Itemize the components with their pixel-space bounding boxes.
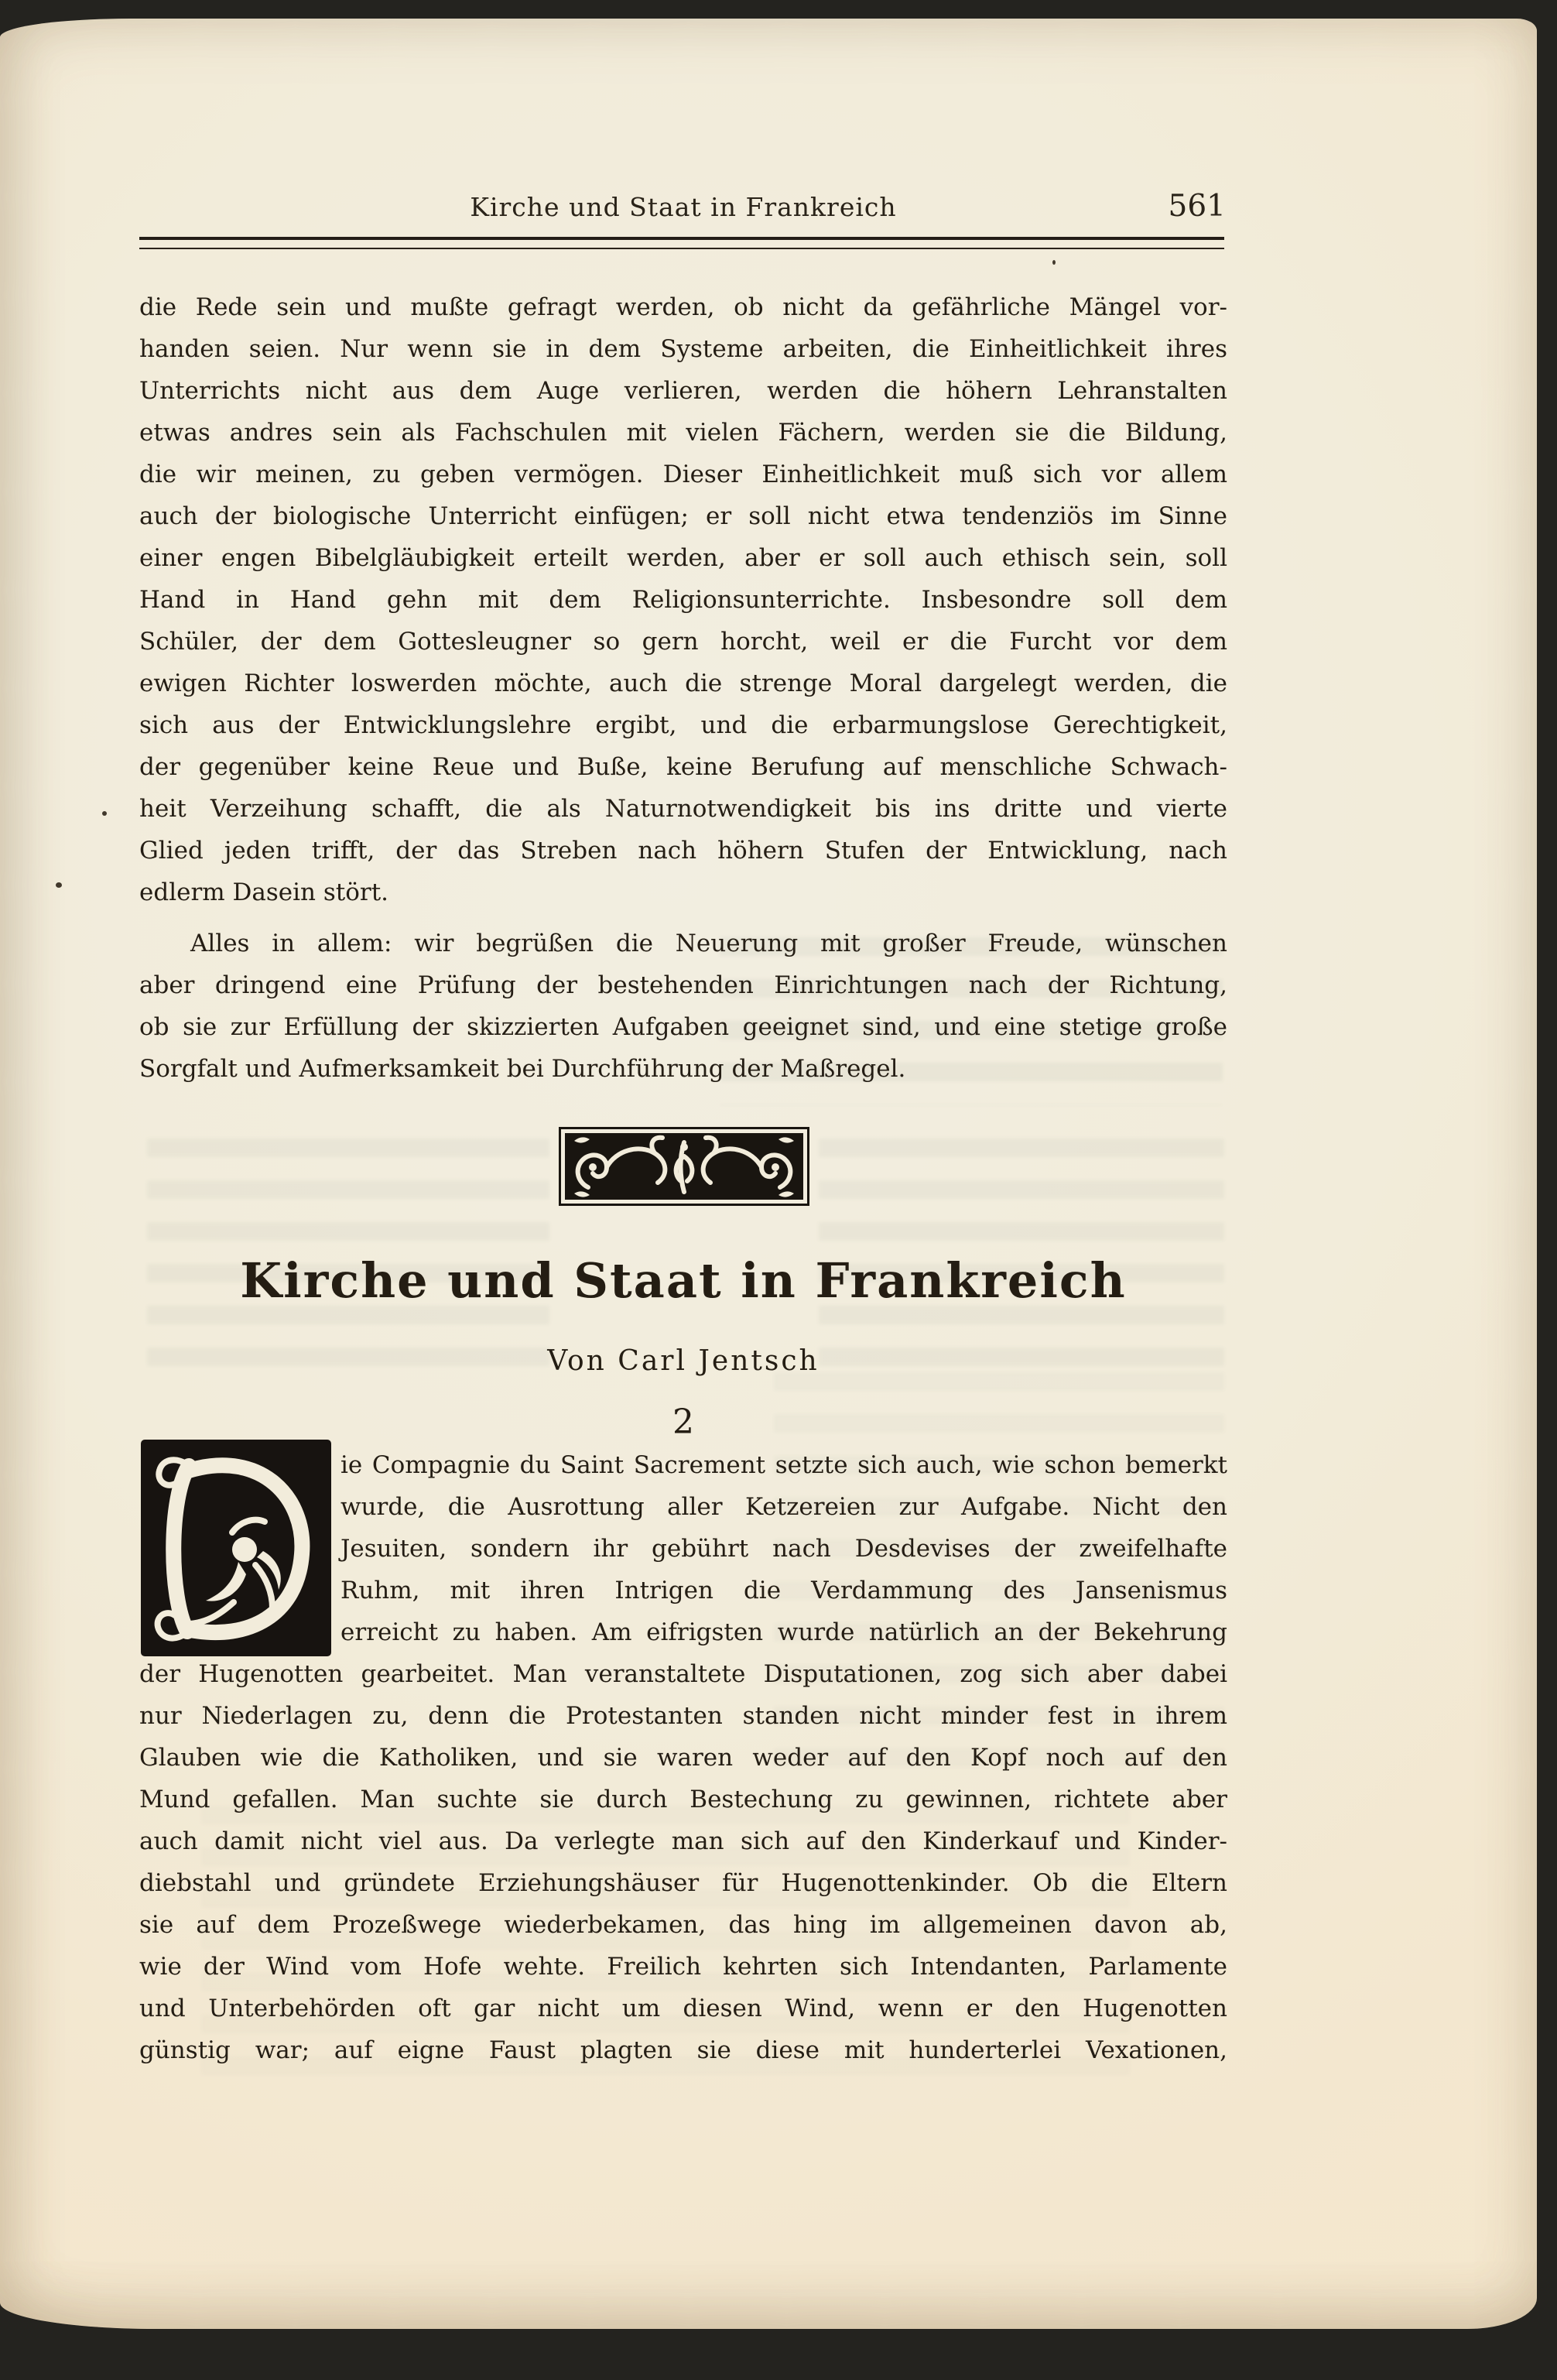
text-line: der Hugenotten gearbeitet. Man veranstaltete Disputationen, zog sich aber dabei: [139, 1660, 1227, 1688]
paragraph-summary: [139, 923, 1227, 1090]
text-line: Alles in allem: wir begrüßen die Neuerung mit großer Freude, wünschen: [190, 930, 1227, 957]
text-line: edlerm Dasein stört.: [139, 878, 389, 906]
paragraph-end-of-article: [139, 286, 1227, 913]
text-line: auch damit nicht viel aus. Da verlegte man sich auf den Kinderkauf und Kinder-: [139, 1827, 1227, 1855]
text-line: die Rede sein und mußte gefragt werden, ob nicht da gefährliche Mängel vor-: [139, 293, 1227, 321]
text-line: nur Niederlagen zu, denn die Protestanten standen nicht minder fest in ihrem: [139, 1702, 1227, 1730]
paragraph-lines: [139, 1653, 1227, 2071]
text-line: ewigen Richter loswerden möchte, auch die strenge Moral dargelegt werden, die: [139, 669, 1227, 697]
text-line: diebstahl und gründete Erziehungshäuser für Hugenottenkinder. Ob die Eltern: [139, 1869, 1227, 1897]
running-head-title: Kirche und Staat in Frankreich: [470, 192, 897, 222]
text-line: sie auf dem Prozeßwege wiederbekamen, das hing im allgemeinen davon ab,: [139, 1911, 1227, 1939]
text-line: die wir meinen, zu geben vermögen. Dieser Einheitlichkeit muß sich vor allem: [139, 461, 1227, 488]
text-line: ie Compagnie du Saint Sacrement setzte sich auch, wie schon bemerkt: [340, 1451, 1227, 1479]
text-line: ob sie zur Erfüllung der skizzierten Aufgaben geeignet sind, und eine stetige große: [139, 1013, 1227, 1041]
text-line: Ruhm, mit ihren Intrigen die Verdammung des Jansenismus: [340, 1577, 1227, 1604]
text-line: erreicht zu haben. Am eifrigsten wurde natürlich an der Bekehrung: [340, 1618, 1227, 1646]
paragraph-article-start: [139, 1444, 1227, 2071]
text-line: wie der Wind vom Hofe wehte. Freilich kehrten sich Intendanten, Parlamente: [139, 1953, 1227, 1981]
floral-scroll-ornament-icon: [559, 1127, 809, 1207]
text-line: Schüler, der dem Gottesleugner so gern horcht, weil er die Furcht vor dem: [139, 628, 1227, 656]
running-head: [139, 189, 1227, 231]
text-line: aber dringend eine Prüfung der bestehenden Einrichtungen nach der Richtung,: [139, 971, 1227, 999]
ink-speck: [102, 811, 107, 816]
paragraph-lines-indented: [139, 1444, 1227, 1653]
head-double-rule: [139, 237, 1224, 249]
text-line: und Unterbehörden oft gar nicht um diesen Wind, wenn er den Hugenotten: [139, 1995, 1227, 2022]
text-line: etwas andres sein als Fachschulen mit vielen Fächern, werden sie die Bildung,: [139, 419, 1227, 447]
paragraph-lines: [139, 286, 1227, 872]
page-number: 561: [1168, 189, 1226, 224]
text-line: der gegenüber keine Reue und Buße, keine Berufung auf menschliche Schwach-: [139, 753, 1227, 781]
text-line: heit Verzeihung schafft, die als Naturnotwendigkeit bis ins dritte und vierte: [139, 795, 1227, 823]
text-line: Glauben wie die Katholiken, und sie waren weder auf den Kopf noch auf den: [139, 1744, 1227, 1772]
text-line: Glied jeden trifft, der das Streben nach höhern Stufen der Entwicklung, nach: [139, 837, 1227, 865]
ink-speck: [56, 882, 62, 888]
section-byline: Von Carl Jentsch: [547, 1345, 820, 1377]
section-title: Kirche und Staat in Frankreich: [240, 1252, 1127, 1309]
text-line: Sorgfalt und Aufmerksamkeit bei Durchführung der Maßregel.: [139, 1055, 906, 1083]
text-line: Mund gefallen. Man suchte sie durch Bestechung zu gewinnen, richtete aber: [139, 1786, 1227, 1813]
text-line: auch der biologische Unterricht einfügen; er soll nicht etwa tendenziös im Sinne: [139, 502, 1227, 530]
text-line: Unterrichts nicht aus dem Auge verlieren, werden die höhern Lehranstalten: [139, 377, 1227, 405]
text-line: einer engen Bibelgläubigkeit erteilt werden, aber er soll auch ethisch sein, soll: [139, 544, 1227, 572]
ink-speck: [1052, 260, 1056, 265]
text-line: Hand in Hand gehn mit dem Religionsunterrichte. Insbesondre soll dem: [139, 586, 1227, 614]
text-line: handen seien. Nur wenn sie in dem Systeme arbeiten, die Einheitlichkeit ihres: [139, 335, 1227, 363]
text-line: sich aus der Entwicklungslehre ergibt, und die erbarmungslose Gerechtigkeit,: [139, 711, 1227, 739]
text-line: Jesuiten, sondern ihr gebührt nach Desdevises der zweifelhafte: [340, 1535, 1227, 1563]
text-line: günstig war; auf eigne Faust plagten sie diese mit hunderterlei Vexationen,: [139, 2036, 1227, 2064]
text-line: wurde, die Ausrottung aller Ketzereien zur Aufgabe. Nicht den: [340, 1493, 1227, 1521]
paragraph-lines: [139, 964, 1227, 1048]
section-number: 2: [672, 1402, 694, 1442]
